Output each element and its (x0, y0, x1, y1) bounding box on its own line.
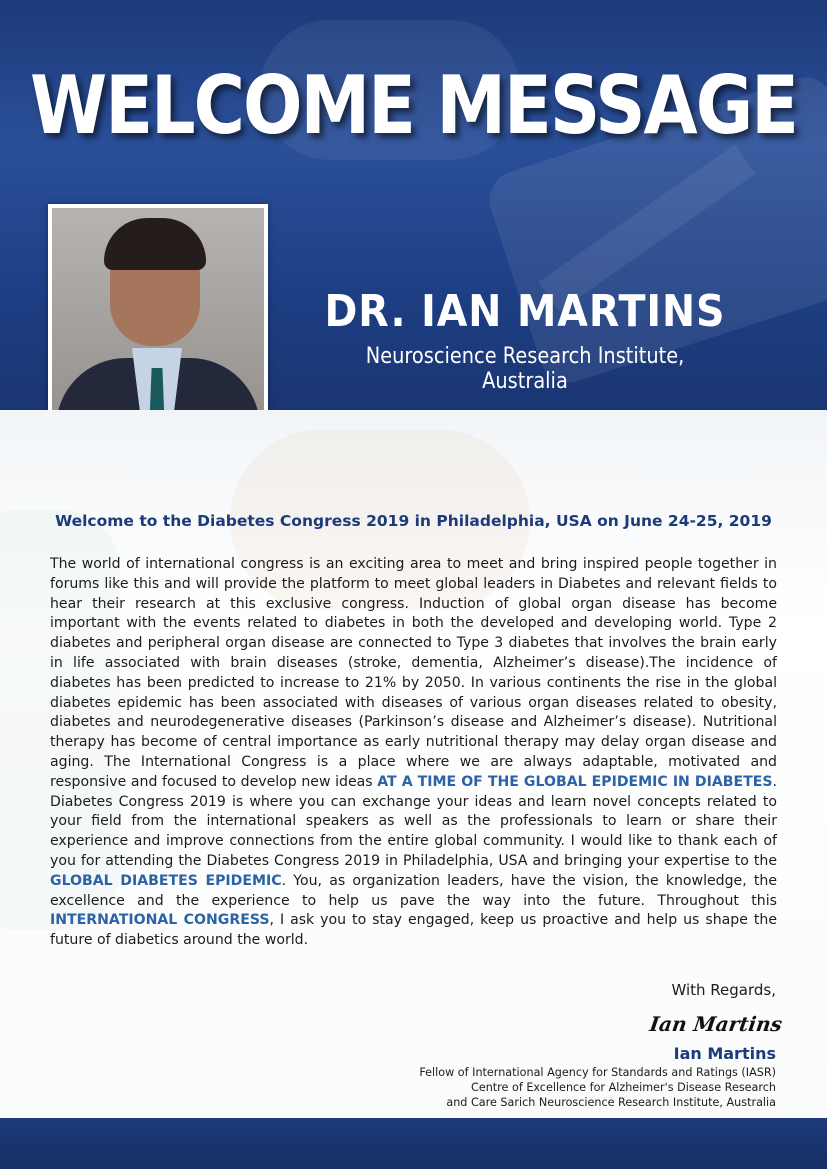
footer-band (0, 1118, 827, 1169)
letter-text: . Diabetes Congress 2019 is where you can exchange your ideas and learn novel concepts related to your field from the international speakers as well as the professionals to learn or share their experience and improve connections from the entire global community. I would like to thank each of you for attending the Diabetes Congress 2019 in Philadelphia, USA and bringing your expertise to the (50, 773, 777, 869)
affiliation-line: and Care Sarich Neuroscience Research Institute, Australia (446, 1096, 776, 1109)
signature: Ian Martins (648, 1012, 784, 1036)
welcome-headline: Welcome to the Diabetes Congress 2019 in Philadelphia, USA on June 24-25, 2019 (55, 512, 772, 530)
letter-highlight: GLOBAL DIABETES EPIDEMIC (50, 872, 282, 889)
affiliation-line: Fellow of International Agency for Standards and Ratings (IASR) (419, 1066, 776, 1079)
affiliation-line: Centre of Excellence for Alzheimer's Disease Research (471, 1081, 776, 1094)
letter-text: , I ask you to stay engaged, keep us proactive and help us shape the future of diabetics around the world. (50, 912, 777, 949)
letter-text: The world of international congress is an exciting area to meet and bring inspired people together in forums like this and will provide the platform to meet global leaders in Diabetes and relevant fields to hear their research at this exclusive congress. Induction of global organ disease has become important with the events related to diabetes in both the developed and developing world. Type 2 diabetes and peripheral organ disease are connected to Type 3 diabetes that involves the brain early in life associated with brain diseases (stroke, dementia, Alzheimer’s disease).The incidence of diabetes has been predicted to increase to 21% by 2050. In various continents the rise in the global diabetes epidemic has been associated with diseases of various organ diseases related to obesity, diabetes and neurodegenerative diseases (Parkinson’s disease and Alzheimer’s disease). Nutritional therapy has become of central importance as early nutritional therapy may delay organ disease and aging. The International Congress is a place where we are always adaptable, motivated and responsive and focused to develop new ideas (50, 556, 777, 790)
closing-regards: With Regards, (671, 981, 776, 999)
speaker-institute: Neuroscience Research Institute, Australia (365, 344, 685, 394)
letter-highlight: INTERNATIONAL CONGRESS (50, 912, 270, 929)
signatory-name: Ian Martins (673, 1044, 776, 1063)
speaker-name: DR. IAN MARTINS (324, 286, 726, 337)
welcome-letter-body (50, 555, 777, 951)
photo-hair (104, 218, 206, 270)
signatory-affiliation (330, 1065, 776, 1110)
letter-highlight: AT A TIME OF THE GLOBAL EPIDEMIC IN DIABETES (377, 773, 773, 790)
page-title: WELCOME MESSAGE (30, 58, 797, 153)
letter-text: . You, as organization leaders, have the vision, the knowledge, the excellence and the experience to help us pave the way into the future. Throughout this (50, 872, 777, 909)
